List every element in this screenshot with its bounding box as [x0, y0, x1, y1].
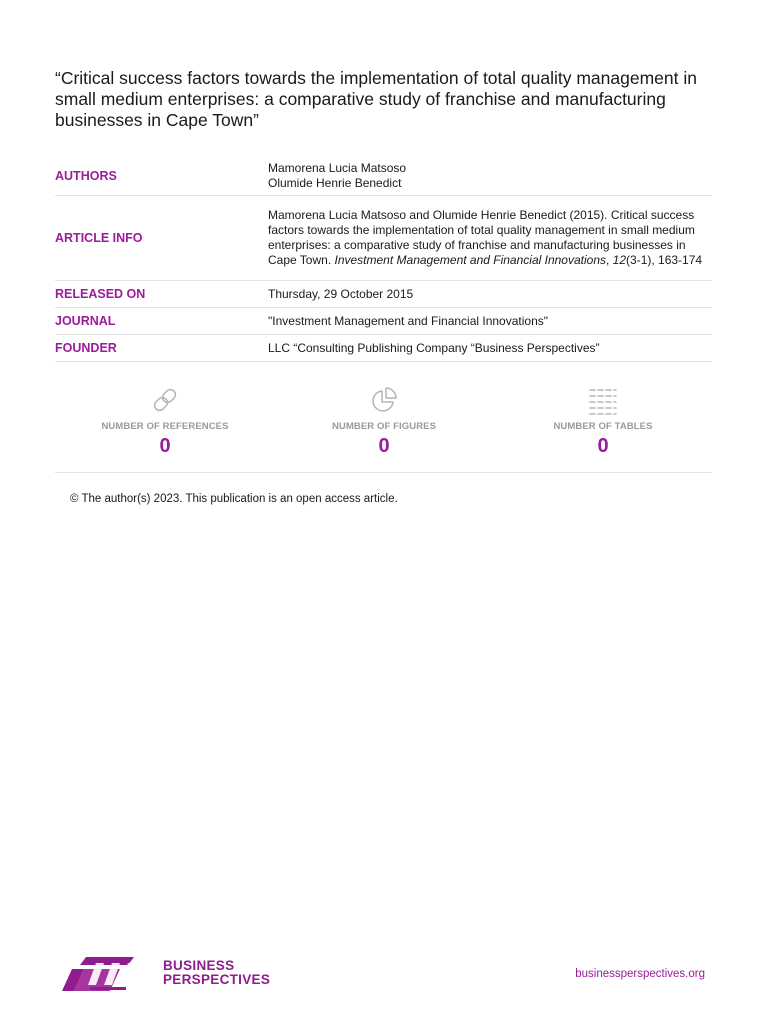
citation-volume: 12	[612, 253, 627, 267]
link-icon	[149, 384, 181, 416]
pie-chart-icon	[368, 384, 400, 416]
article-stats	[55, 380, 712, 473]
authors-value	[268, 161, 712, 191]
references-count: 0	[159, 435, 171, 457]
authors-row	[55, 157, 712, 196]
citation-separator: ,	[606, 253, 613, 267]
released-date: Thursday, 29 October 2015	[268, 286, 414, 301]
authors-label: AUTHORS	[55, 168, 117, 183]
figures-label: NUMBER OF FIGURES	[331, 421, 437, 432]
figures-count: 0	[378, 435, 390, 457]
founder-label: FOUNDER	[55, 340, 117, 355]
figures-stat	[284, 380, 484, 458]
released-row	[55, 281, 712, 308]
citation-text: Mamorena Lucia Matsoso and Olumide Henrie Benedict (2015). Critical success factors towards the implementation of total quality management in small medium enterprises: a comparative study of franchise and manufacturing businesses in Cape Town.	[268, 208, 695, 267]
publisher-website-link[interactable]: businessperspectives.org	[575, 968, 705, 980]
tables-stat	[503, 380, 703, 458]
founder-name: LLC “Consulting Publishing Company “Business Perspectives”	[268, 340, 600, 355]
publisher-logo[interactable]	[60, 955, 271, 995]
article-info-label: ARTICLE INFO	[55, 230, 143, 245]
journal-row	[55, 308, 712, 335]
article-info-row	[55, 196, 712, 281]
logo-word-business: BUSINESS	[163, 958, 235, 973]
references-stat	[65, 380, 265, 458]
publisher-logo-text	[163, 959, 270, 987]
copyright-notice: © The author(s) 2023. This publication is an open access article.	[70, 493, 398, 505]
author-name: Mamorena Lucia Matsoso	[268, 161, 407, 175]
logo-word-perspectives: PERSPECTIVES	[163, 972, 271, 987]
table-icon	[587, 384, 619, 416]
journal-label: JOURNAL	[55, 313, 116, 328]
article-meta-table	[55, 157, 712, 362]
author-name: Olumide Henrie Benedict	[268, 176, 402, 190]
citation-pages: (3-1), 163-174	[626, 253, 703, 267]
tables-count: 0	[597, 435, 609, 457]
released-label: RELEASED ON	[55, 286, 146, 301]
journal-name: "Investment Management and Financial Innovations"	[268, 313, 549, 328]
publisher-logo-mark	[60, 955, 156, 993]
founder-row	[55, 335, 712, 362]
references-label: NUMBER OF REFERENCES	[101, 421, 229, 432]
tables-label: NUMBER OF TABLES	[553, 421, 653, 432]
article-info-value	[268, 208, 712, 268]
article-title: “Critical success factors towards the implementation of total quality management in small medium enterprises: a comparative study of franchise and manufacturing businesses in Cape Town”	[55, 68, 697, 130]
citation-journal: Investment Management and Financial Innovations	[334, 253, 606, 267]
